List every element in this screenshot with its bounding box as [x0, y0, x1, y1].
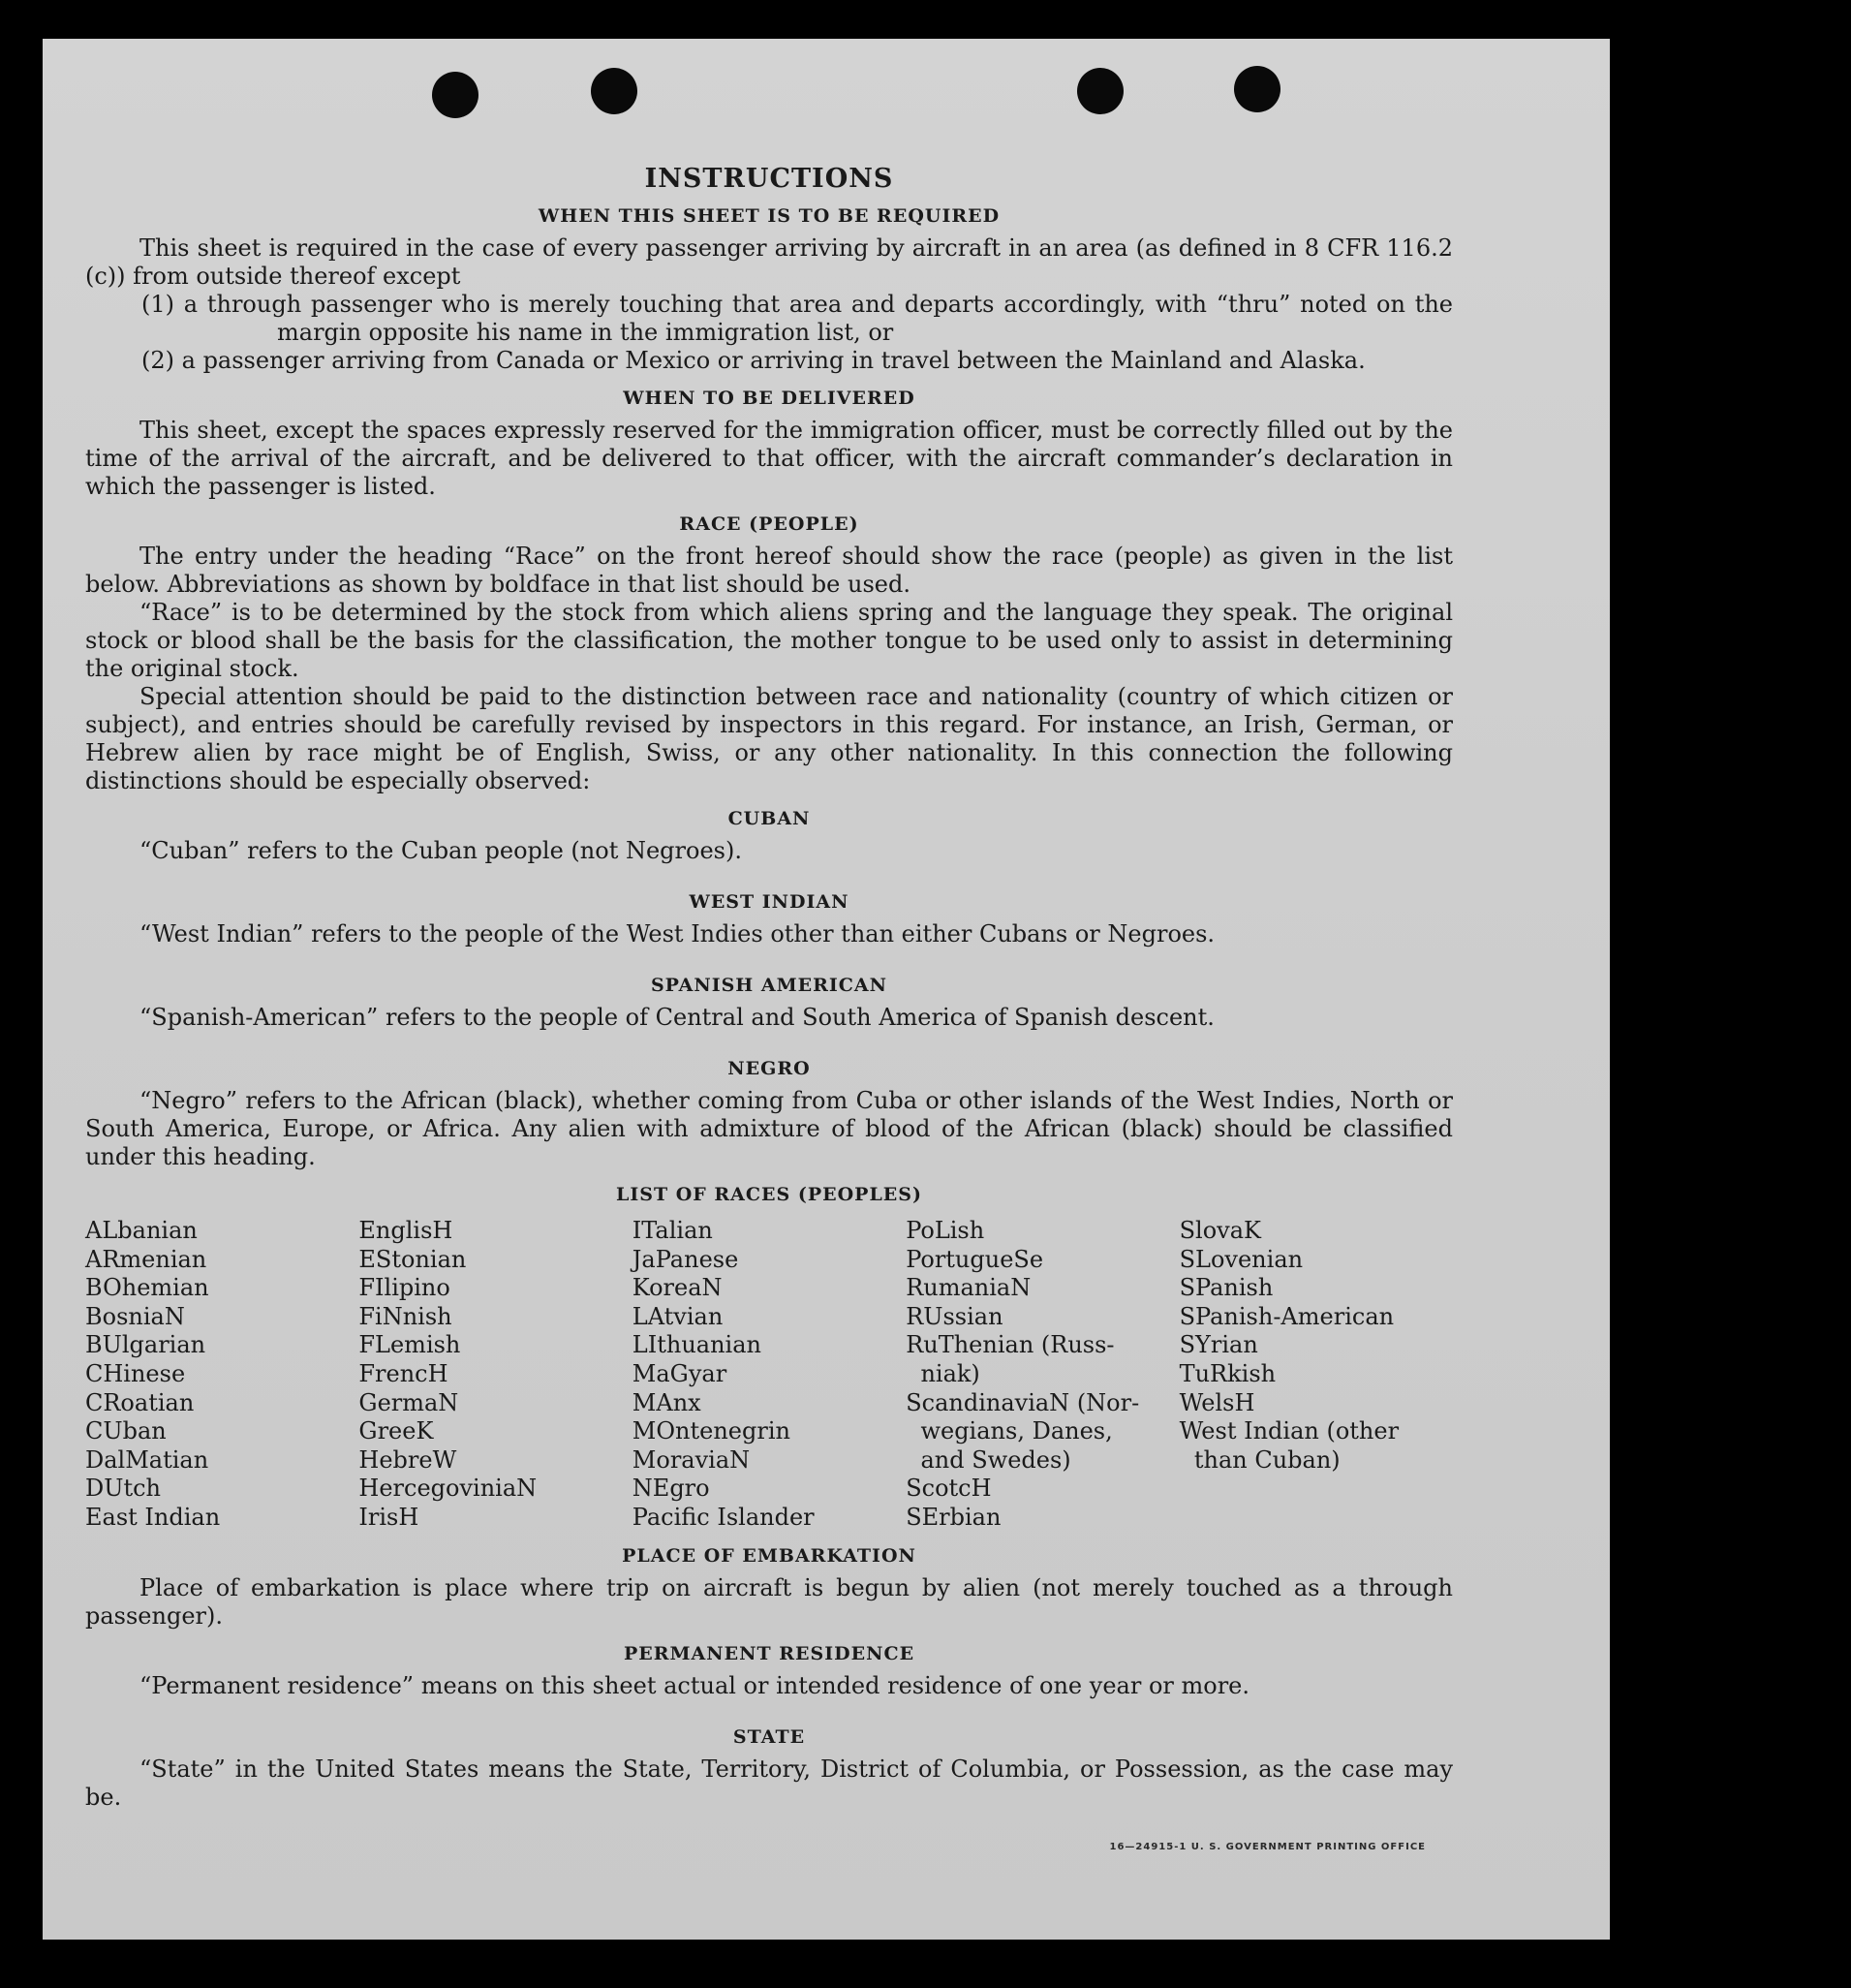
race-entry: HercegoviniaN	[358, 1475, 538, 1503]
races-column	[906, 1217, 1179, 1533]
race-entry: JaPanese	[632, 1245, 739, 1273]
race-entry: Pacific Islander	[632, 1503, 815, 1531]
list-item: (2) a passenger arriving from Canada or Mexico or arriving in travel between the Mainland and Alaska.	[141, 347, 1366, 374]
section-heading: STATE	[732, 1725, 806, 1748]
races-column	[358, 1217, 632, 1533]
paragraph: “Cuban” refers to the Cuban people (not Negroes).	[139, 837, 742, 864]
paragraph: “Race” is to be determined by the stock from which aliens spring and the language they speak. The original stock or blood shall be the basis for the classification, the mother tongue to be used only to assist in determining the original stock.	[85, 599, 1453, 682]
list-item: (1) a through passenger who is merely touching that area and departs accordingly, with “thru” noted on the margin opposite his name in the immigration list, or	[141, 291, 1453, 346]
section-heading: CUBAN	[727, 808, 811, 829]
paragraph: “State” in the United States means the State, Territory, District of Columbia, or Possession, as the case may be.	[85, 1755, 1453, 1811]
paragraph: The entry under the heading “Race” on the front hereof should show the race (people) as given in the list below. Abbreviations as shown by boldface in that list should be used.	[85, 543, 1453, 598]
race-entry: DalMatian	[85, 1445, 209, 1474]
race-entry: LIthuanian	[632, 1331, 761, 1359]
race-entry: CHinese	[85, 1359, 186, 1387]
race-entry: BosniaN	[85, 1302, 185, 1330]
punch-hole	[1077, 68, 1124, 114]
paragraph: Special attention should be paid to the distinction between race and nationality (country of which citizen or subject), and entries should be carefully revised by inspectors in this regard. For instance, an Irish, German, or Hebrew alien by race might be of English, Swiss, or any other nationality. In this connection the following distinctions should be especially observed:	[85, 683, 1453, 794]
paragraph: This sheet, except the spaces expressly reserved for the immigration officer, must be correctly filled out by the time of the arrival of the aircraft, and be delivered to that officer, with the aircraft commander’s declaration in which the passenger is listed.	[85, 417, 1453, 500]
race-entry: EnglisH	[358, 1217, 453, 1244]
section-heading: NEGRO	[727, 1058, 811, 1079]
race-entry: FIlipino	[358, 1274, 450, 1302]
race-entry: LAtvian	[632, 1302, 724, 1330]
race-entry: SlovaK	[1179, 1217, 1261, 1244]
paragraph: Place of embarkation is place where trip on aircraft is begun by alien (not merely touched as a through passenger).	[85, 1573, 1453, 1630]
paragraph: This sheet is required in the case of every passenger arriving by aircraft in an area (as defined in 8 CFR 116.2 (c)) from outside thereof except	[85, 234, 1453, 290]
race-entry: CUban	[85, 1417, 167, 1445]
race-entry: than Cuban)	[1179, 1445, 1341, 1474]
race-entry: West Indian (other	[1179, 1417, 1400, 1445]
race-entry: ScotcH	[906, 1475, 992, 1503]
paragraph: “Spanish-American” refers to the people of Central and South America of Spanish descent.	[139, 1004, 1215, 1031]
race-entry: ARmenian	[85, 1245, 207, 1273]
race-entry: BUlgarian	[85, 1331, 206, 1359]
paragraph: “Negro” refers to the African (black), whether coming from Cuba or other islands of the West Indies, North or South America, Europe, or Africa. Any alien with admixture of blood of the African (black) should be classified under this heading.	[85, 1087, 1453, 1170]
races-column	[632, 1217, 906, 1533]
race-entry: HebreW	[358, 1445, 457, 1474]
race-entry: NEgro	[632, 1475, 710, 1503]
race-entry: MOntenegrin	[632, 1417, 790, 1445]
race-entry: GreeK	[358, 1417, 434, 1445]
race-entry: SPanish	[1179, 1274, 1274, 1302]
race-entry: SPanish-American	[1179, 1302, 1395, 1330]
section-heading: SPANISH AMERICAN	[650, 975, 888, 996]
document-page	[43, 39, 1610, 1940]
race-entry: wegians, Danes,	[906, 1417, 1113, 1445]
race-entry: EStonian	[358, 1245, 467, 1273]
race-entry: MoraviaN	[632, 1445, 751, 1474]
race-entry: RuThenian (Russ-	[906, 1331, 1115, 1359]
race-entry: and Swedes)	[906, 1445, 1071, 1474]
race-entry: WelsH	[1179, 1388, 1255, 1416]
race-entry: niak)	[906, 1359, 980, 1387]
race-entry: FrencH	[358, 1359, 448, 1387]
print-code: 16—24915-1 U. S. GOVERNMENT PRINTING OFFICE	[1109, 1842, 1426, 1852]
races-column	[85, 1217, 358, 1533]
section-heading: WEST INDIAN	[689, 891, 849, 913]
races-list	[85, 1217, 1453, 1533]
section-heading: WHEN TO BE DELIVERED	[623, 388, 915, 409]
paragraph: “Permanent residence” means on this sheet actual or intended residence of one year or more.	[139, 1671, 1249, 1699]
punch-hole	[432, 72, 478, 118]
race-entry: ALbanian	[85, 1217, 198, 1244]
race-entry: KoreaN	[632, 1274, 723, 1302]
race-entry: RUssian	[906, 1302, 1003, 1330]
instructions-body	[85, 165, 1453, 1812]
race-entry: DUtch	[85, 1475, 162, 1503]
race-entry: East Indian	[85, 1503, 221, 1531]
punch-hole	[591, 68, 637, 114]
race-entry: RumaniaN	[906, 1274, 1032, 1302]
page-title: INSTRUCTIONS	[644, 164, 894, 194]
race-entry: BOhemian	[85, 1274, 209, 1302]
race-entry: MaGyar	[632, 1359, 727, 1387]
race-entry: TuRkish	[1179, 1359, 1277, 1387]
races-column	[1180, 1217, 1453, 1533]
race-entry: IrisH	[358, 1503, 419, 1531]
race-entry: SErbian	[906, 1503, 1002, 1531]
race-entry: FiNnish	[358, 1302, 452, 1330]
race-entry: MAnx	[632, 1388, 701, 1416]
section-heading: WHEN THIS SHEET IS TO BE REQUIRED	[538, 205, 1001, 227]
race-entry: GermaN	[358, 1388, 459, 1416]
race-entry: ITalian	[632, 1217, 713, 1244]
race-entry: CRoatian	[85, 1388, 195, 1416]
section-heading: PLACE OF EMBARKATION	[622, 1544, 916, 1567]
race-entry: FLemish	[358, 1331, 461, 1359]
section-heading: PERMANENT RESIDENCE	[623, 1642, 915, 1664]
section-heading: RACE (PEOPLE)	[679, 513, 859, 535]
race-entry: PortugueSe	[906, 1245, 1044, 1273]
paragraph: “West Indian” refers to the people of the West Indies other than either Cubans or Negroes.	[139, 920, 1216, 947]
race-entry: SYrian	[1179, 1331, 1258, 1359]
race-entry: SLovenian	[1179, 1245, 1304, 1273]
race-entry: PoLish	[906, 1217, 985, 1244]
races-list-heading: LIST OF RACES (PEOPLES)	[616, 1184, 922, 1205]
punch-hole	[1234, 66, 1280, 112]
race-entry: ScandinaviaN (Nor-	[906, 1388, 1140, 1416]
